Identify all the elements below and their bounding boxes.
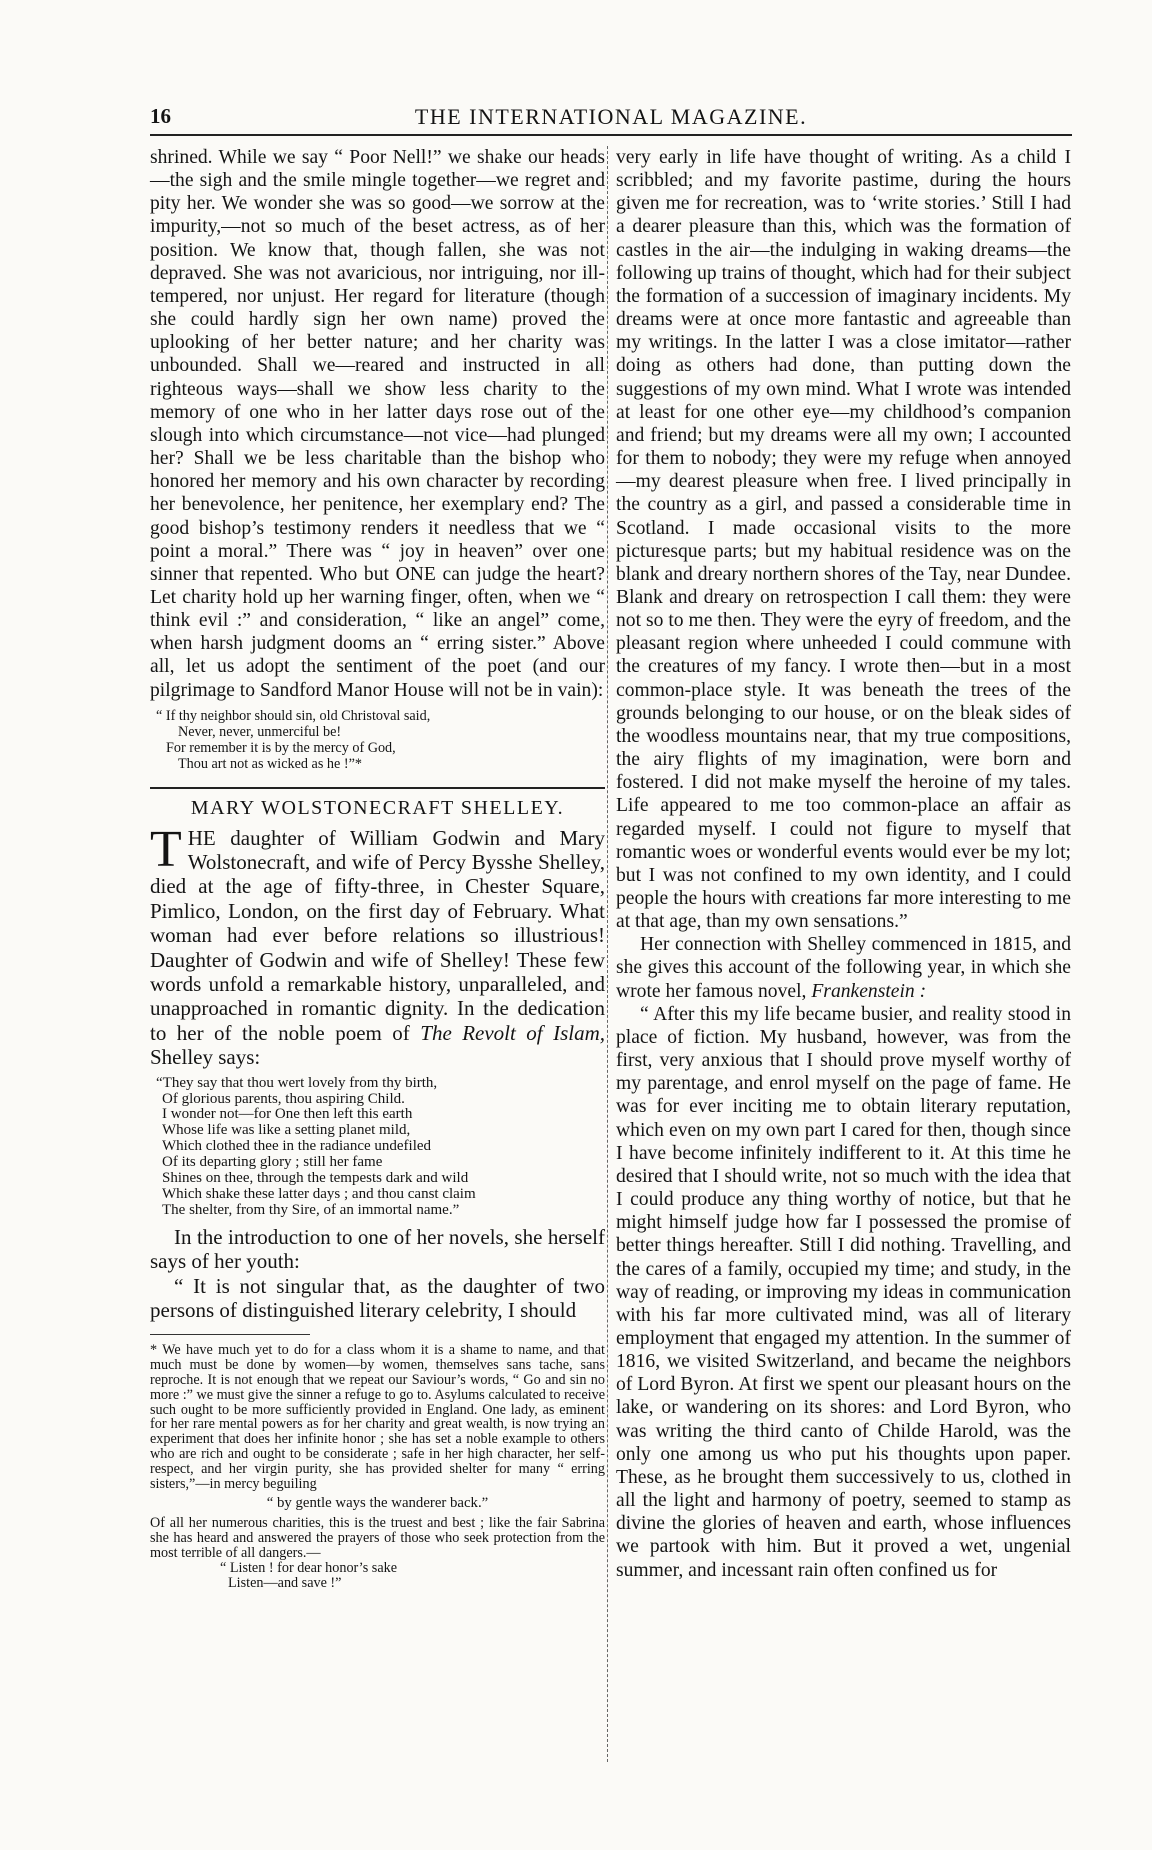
novel-title: Frankenstein : [811,980,927,1002]
footnote-rule [150,1334,310,1335]
footnote-verse [150,1561,605,1592]
verse-line: The shelter, from thy Sire, of an immortal name.” [162,1201,460,1218]
paragraph-childhood: very early in life have thought of writing. As a child I scribbled; and my favorite pastime, during the hours given me for recreation, was to ‘write stories.’ Still I had a dearer pleasure than this, which was the formation of castles in the air—the indulging in waking dreams—the following up trains of thought, which had for their subject the formation of a succession of imaginary incidents. My dreams were at once more fantastic and agreeable than my writings. In the latter I was a close imitator—rather doing as others had done, than putting down the suggestions of my own mind. What I wrote was intended at least for one other eye—my childhood’s companion and friend; but my dreams were all my own; I accounted for them to nobody; they were my refuge when annoyed—my dearest pleasure when free. I lived principally in the country as a girl, and passed a considerable time in Scotland. I made occasional visits to the more picturesque parts; but my habitual residence was on the blank and dreary northern shores of the Tay, near Dundee. Blank and dreary on retrospection I call them: they were not so to me then. They were the eyry of freedom, and the pleasant region where unheeded I could commune with the creatures of my fancy. I wrote then—but in a most common-place style. It was beneath the trees of the grounds belonging to our house, or on the bleak sides of the woodless mountains near, that my true compositions, the airy flights of my imagination, were born and fostered. I did not make myself the heroine of my tales. Life appeared to me too common-place an affair as regarded myself. I could not figure to myself that romantic woes or wonderful events would ever be my lot; but I was not confined to my own identity, and I could people the hours with creations far more interesting to me at that age, than my own sensations.” [616,147,1071,933]
article-title: MARY WOLSTONECRAFT SHELLEY. [190,796,565,819]
verse-line: For remember it is by the mercy of God, [166,740,396,757]
verse-line: “ If thy neighbor should sin, old Christoval said, [156,707,431,724]
verse-line: Which shake these latter days ; and thou canst claim [162,1185,476,1202]
poem-title: The Revolt of Islam, [420,1020,606,1045]
verse-line: Which clothed thee in the radiance undefiled [162,1138,432,1155]
christoval-verse [150,708,605,773]
page-number: 16 [150,104,171,128]
intro-text: HE daughter of William Godwin and Mary Wolstonecraft, and wife of Percy Bysshe Shelley, died at the age of fifty-three, in Chester Square, Pimlico, London, on the first day of February. What woman had ever before relations so illustrious! Daughter of Godwin and wife of Shelley! These few words unfold a remarkable history, unparalleled, and unapproached in romantic dignity. In the dedication to her of the noble poem of [150,825,605,1045]
verse-line: Whose life was like a setting planet mild, [162,1122,411,1139]
paragraph-shelley-intro [150,820,606,1070]
footnote-text-2: Of all her numerous charities, this is the truest and best ; like the fair Sabrina she has heard and answered the prayers of those who seek protection from the most terrible of all dangers.— [150,1515,605,1561]
article-separator [150,787,605,789]
paragraph-youth: In the introduction to one of her novels, she herself says of her youth: [150,1224,605,1274]
left-column [150,146,605,1592]
verse-line: Of its departing glory ; still her fame [162,1154,383,1171]
verse-line: Listen—and save !” [228,1575,342,1592]
connection-text: Her connection with Shelley commenced in 1815, and she gives this account of the following year, in which she wrote her famous novel, [616,934,1071,1002]
verse-line: “They say that thou wert lovely from thy birth, [156,1074,438,1091]
running-title: THE INTERNATIONAL MAGAZINE. [414,104,808,129]
paragraph-connection [616,933,1071,1002]
paragraph-frankenstein: “ After this my life became busier, and reality stood in place of fiction. My husband, however, was from the first, very anxious that I should prove myself worthy of my parentage, and enrol myself on the page of fame. He was for ever inciting me to obtain literary reputation, which even on my own part I cared for then, though since I have become infinitely indifferent to it. At this time he desired that I should write, not so much with the idea that I could produce any thing worthy of notice, but that he might himself judge how far I possessed the promise of better things hereafter. Still I did nothing. Travelling, and the cares of a family, occupied my time; and study, in the way of reading, or improving my ideas in communication with his far more cultivated mind, was all of literary employment that engaged my attention. In the summer of 1816, we visited Switzerland, and became the neighbors of Lord Byron. At first we spent our pleasant hours on the lake, or wandering on its shores: and Lord Byron, who was writing the third canto of Childe Harold, was the only one among us who put his thoughts upon paper. These, as he brought them successively to us, clothed in all the light and harmony of poetry, seemed to stamp as divine the glories of heaven and earth, whose influences we partook with him. But it proved a wet, ungenial summer, and incessant rain often confined us for [616,1003,1071,1581]
right-column [616,146,1071,1582]
intro-end: Shelley says: [150,1045,261,1070]
verse-line: Thou art not as wicked as he !”* [178,756,362,773]
revolt-of-islam-verse [156,1076,605,1219]
verse-line: Shines on thee, through the tempests dark and wild [162,1170,469,1187]
paragraph-nell: shrined. While we say “ Poor Nell!” we shake our heads—the sigh and the smile mingle together—we regret and pity her. We wonder she was so good—we sorrow at the impurity,—not so much of the beset actress, as of her position. We know that, though fallen, she was not depraved. She was not avaricious, nor intriguing, nor ill-tempered, nor unjust. Her regard for literature (though she could hardly sign her own name) proved the uplooking of her better nature; and her charity was unbounded. Shall we—reared and instructed in all righteous ways—shall we show less charity to the memory of one who in her latter days rose out of the slough into which circumstance—not vice—had plunged her? Shall we be less charitable than the bishop who honored her memory and his own character by recording her benevolence, her penitence, her exemplary end? The good bishop’s testimony renders it needless that we “ point a moral.” There was “ joy in heaven” over one sinner that repented. Who but ONE can judge the heart? Let charity hold up her warning finger, often, when we “ think evil :” and consideration, “ like an angel” come, when harsh judgment dooms an “ erring sister.” Above all, let us adopt the sentiment of the poet (and our pilgrimage to Sandford Manor House will not be in vain): [150,147,605,701]
paragraph-quote-start: “ It is not singular that, as the daughter of two persons of distinguished literary celebrity, I should [150,1273,605,1322]
verse-line: Never, never, unmerciful be! [178,723,342,740]
running-header [150,104,1072,136]
drop-cap: T [150,820,182,878]
column-divider [607,146,609,1762]
verse-line: “ Listen ! for dear honor’s sake [220,1559,398,1576]
verse-line: I wonder not—for One then left this earth [162,1106,413,1123]
footnote-text: * We have much yet to do for a class whom it is a shame to name, and that much must be done by women—by women, themselves sans tache, sans reproche. It is not enough that we repeat our Saviour’s words, “ Go and sin no more :” we must give the sinner a refuge to go to. Asylums calculated to receive such ought to be more sufficiently provided in England. One lady, as eminent for her rare mental powers as for her charity and great wealth, is now trying an experiment that does her infinite honor ; she has set a noble example to others who are rich and ought to be considerate ; safe in her high character, her self-respect, and her virgin purity, she has provided shelter for many “ erring sisters,”—in mercy beguiling [150,1342,605,1492]
footnote-verse-center: “ by gentle ways the wanderer back.” [266,1495,489,1512]
verse-line: Of glorious parents, thou aspiring Child. [162,1090,405,1107]
